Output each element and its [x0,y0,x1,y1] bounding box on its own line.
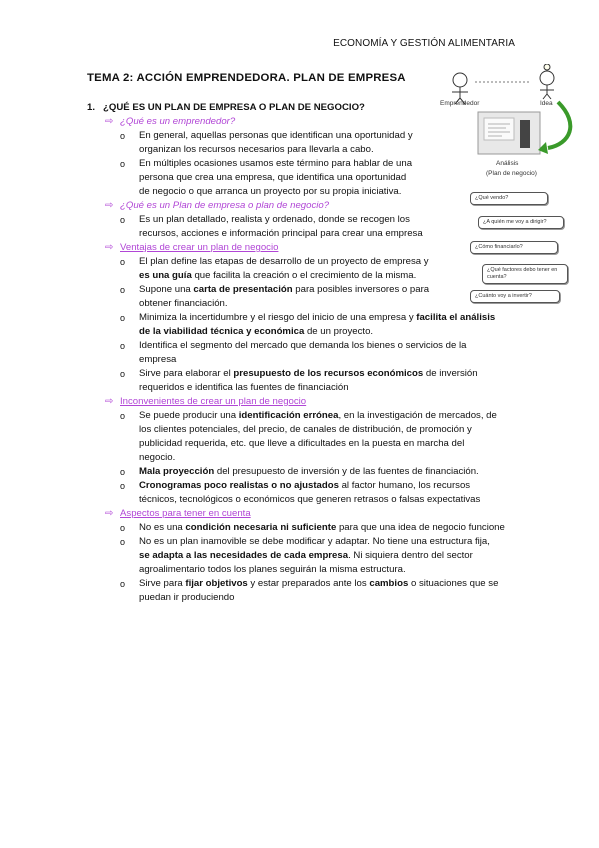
item-line: puedan ir produciendo [139,592,235,603]
item-line: de negocio o que arranca un proyecto por su propia iniciativa. [139,186,402,197]
item-line: En general, aquellas personas que identifican una oportunidad y [139,130,413,141]
circle-bullet-icon: o [120,537,126,547]
document-body [87,101,527,605]
item-line: Es un plan detallado, realista y ordenado, donde se recogen los [139,214,410,225]
item-bold-text: Mala proyección [139,466,215,477]
section-title: Aspectos para tener en cuenta [120,508,251,519]
section-plan-empresa [87,199,527,213]
document-header: ECONOMÍA Y GESTIÓN ALIMENTARIA [333,38,515,49]
list-item [87,311,527,339]
arrow-bullet-icon: ⇨ [105,242,114,253]
list-item [87,157,527,199]
circle-bullet-icon: o [120,257,126,267]
question-heading [87,101,527,115]
arrow-bullet-icon: ⇨ [105,116,114,127]
item-line: En múltiples ocasiones usamos este término para hablar de una [139,158,413,169]
idea-icon [540,64,554,99]
item-line: recursos, acciones e información principal para crear una empresa [139,228,423,239]
item-bold-text: cambios [369,578,409,589]
section-emprendedor [87,115,527,129]
item-text: Minimiza la incertidumbre y el riesgo del inicio de una empresa y [139,312,417,323]
item-text: Sirve para elaborar el [139,368,234,379]
circle-bullet-icon: o [120,285,126,295]
label-plan-negocio: (Plan de negocio) [486,170,537,177]
item-line: publicidad requerida, etc. que lleve a dificultades en la puesta en marcha del [139,438,465,449]
list-item [87,213,527,241]
item-line: organizan los recursos necesarios para llevarla a cabo. [139,144,374,155]
list-item [87,409,527,465]
label-idea: Idea [540,100,553,107]
item-bold-text: facilita el análisis [416,312,496,323]
item-bold-text: fijar objetivos [185,578,248,589]
item-bold-text: se adapta a las necesidades de cada empresa [139,550,349,561]
item-bold-text: identificación errónea [238,410,339,421]
section-title: ¿Qué es un emprendedor? [120,116,236,127]
circle-bullet-icon: o [120,579,126,589]
question-text: ¿QUÉ ES UN PLAN DE EMPRESA O PLAN DE NEGOCIO? [103,102,365,113]
item-text: de inversión [423,368,478,379]
item-line: Identifica el segmento del mercado que demanda los bienes o servicios de la [139,340,467,351]
section-aspectos [87,507,527,521]
list-item [87,577,527,605]
circle-bullet-icon: o [120,215,126,225]
item-bold-text: de la viabilidad técnica y económica [139,326,305,337]
list-item [87,479,527,507]
label-analisis: Análisis [496,160,519,167]
item-bold-text: es una guía [139,270,192,281]
item-text: al factor humano, los recursos [338,480,471,491]
circle-bullet-icon: o [120,523,126,533]
item-line: técnicos, tecnológicos o económicos que generen retrasos o falsas expectativas [139,494,481,505]
item-bold-text: condición necesaria ni suficiente [185,522,337,533]
item-text: , en la investigación de mercados, de [338,410,497,421]
item-text: o situaciones que se [408,578,499,589]
item-text: que facilita la creación o el crecimiento de la misma. [191,270,417,281]
question-bubble: ¿Qué factores debo tener en cuenta? [482,264,568,284]
item-text: de un proyecto. [304,326,374,337]
question-bubble: ¿Cómo financiarlo? [470,241,558,254]
item-text: Supone una [139,284,194,295]
question-bubble: ¿Cuánto voy a invertir? [470,290,560,303]
item-text: No es una [139,522,186,533]
item-text: Sirve para [139,578,186,589]
item-line: los clientes potenciales, del precio, de canales de distribución, de promoción y [139,424,472,435]
circle-bullet-icon: o [120,369,126,379]
question-number: 1. [87,102,96,113]
list-item [87,129,527,157]
list-item [87,535,527,577]
item-text: El plan define las etapas de desarrollo de un proyecto de empresa y [139,256,429,267]
section-inconvenientes [87,395,527,409]
arrow-bullet-icon: ⇨ [105,508,114,519]
item-text: . Ni siquiera dentro del sector [348,550,473,561]
item-text: para posibles inversores o para [292,284,430,295]
item-line: requeridos e identifica las fuentes de financiación [139,382,349,393]
circle-bullet-icon: o [120,159,126,169]
item-text: para que una idea de negocio funcione [336,522,505,533]
item-line: empresa [139,354,177,365]
item-bold-text: Cronogramas poco realistas o no ajustados [139,480,339,491]
section-title: Ventajas de crear un plan de negocio [120,242,279,253]
circle-bullet-icon: o [120,131,126,141]
section-title: Inconvenientes de crear un plan de negocio [120,396,307,407]
list-item [87,521,527,535]
item-text: del presupuesto de inversión y de las fuentes de financiación. [214,466,479,477]
question-bubble: ¿A quién me voy a dirigir? [478,216,564,229]
label-emprendedor: Emprendedor [440,100,480,107]
curved-arrow-icon [548,102,570,148]
list-item [87,255,527,283]
item-text: Se puede producir una [139,410,239,421]
list-item [87,283,527,311]
item-bold-text: carta de presentación [193,284,293,295]
section-title: ¿Qué es un Plan de empresa o plan de negocio? [120,200,330,211]
list-item [87,465,527,479]
section-ventajas [87,241,527,255]
item-line: negocio. [139,452,176,463]
item-text: y estar preparados ante los [247,578,370,589]
question-bubble: ¿Qué vendo? [470,192,548,205]
item-line: obtener financiación. [139,298,228,309]
list-item [87,339,527,367]
arrow-bullet-icon: ⇨ [105,396,114,407]
arrow-bullet-icon: ⇨ [105,200,114,211]
circle-bullet-icon: o [120,341,126,351]
item-line: No es un plan inamovible se debe modificar y adaptar. No tiene una estructura fija, [139,536,490,547]
circle-bullet-icon: o [120,411,126,421]
item-line: persona que crea una empresa, que identifica una oportunidad [139,172,407,183]
item-line: agroalimentario todos los planes seguirán la misma estructura. [139,564,406,575]
item-bold-text: presupuesto de los recursos económicos [233,368,424,379]
circle-bullet-icon: o [120,467,126,477]
circle-bullet-icon: o [120,481,126,491]
page-title: TEMA 2: ACCIÓN EMPRENDEDORA. PLAN DE EMPRESA [87,72,406,84]
list-item [87,367,527,395]
circle-bullet-icon: o [120,313,126,323]
